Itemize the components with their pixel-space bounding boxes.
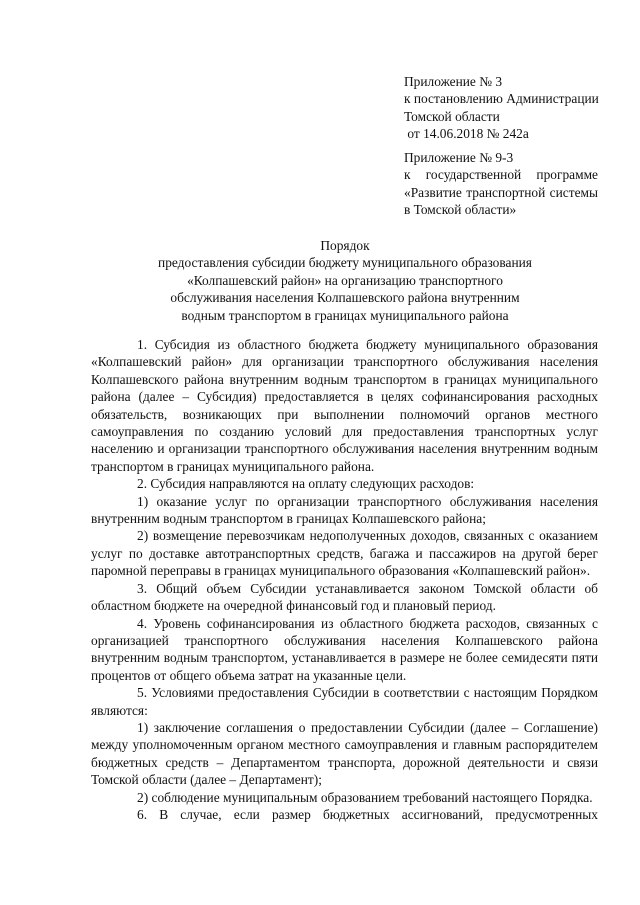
paragraph-3: 3. Общий объем Субсидии устанавливается законом Томской области об областном бюджете на очередной финансовый год и плановый период. [91, 580, 598, 614]
document-title [110, 237, 580, 324]
paragraph-4: 4. Уровень софинансирования из областного бюджета расходов, связанных с организацией транспортного обслуживания населения Колпашевского района внутренним водным транспортом, устанавливается в размере не более семидесяти пяти процентов от общего объема затрат на указанные цели. [91, 615, 598, 683]
title-line-4: водным транспортом в границах муниципального района [181, 307, 509, 323]
paragraph-5-item-1: 1) заключение соглашения о предоставлении Субсидии (далее – Соглашение) между уполномоченным органом местного самоуправления и главным распорядителем бюджетных средств – Департаментом транспорта, дорожной деятельности и связи Томской области (далее – Департамент); [91, 719, 598, 788]
paragraph-5-item-2: 2) соблюдение муниципальным образованием требований настоящего Порядка. [137, 789, 593, 805]
appendix-3-block [404, 73, 598, 143]
paragraph-5: 5. Условиями предоставления Субсидии в соответствии с настоящим Порядком являются: [91, 685, 598, 718]
appendix-9-3-block [404, 149, 598, 219]
title-heading: Порядок [320, 238, 370, 253]
document-body [91, 336, 598, 823]
appendix-3-region-line: Томской области [404, 108, 500, 124]
title-line-1: предоставления субсидии бюджету муниципального образования [158, 255, 532, 271]
paragraph-6: 6. В случае, если размер бюджетных ассигнований, предусмотренных [137, 806, 598, 822]
paragraph-2-item-2: 2) возмещение перевозчикам недополученных доходов, связанных с оказанием услуг по доставке автотранспортных средств, багажа и пассажиров на другой берег паромной переправы в границах муниципального образования «Колпашевский район». [91, 528, 598, 579]
appendix-9-3-region-line: в Томской области» [404, 202, 517, 218]
appendix-3-resolution-line: к постановлению Администрации [404, 91, 599, 107]
appendix-9-3-program-name-line: «Развитие транспортной системы [404, 184, 598, 200]
paragraph-2-item-1: 1) оказание услуг по организации транспортного обслуживания населения внутренним водным транспортом в границах Колпашевского района; [91, 493, 598, 527]
appendix-9-3-title: Приложение № 9-3 [404, 150, 514, 165]
appendix-3-title: Приложение № 3 [404, 74, 503, 89]
title-line-2: «Колпашевский район» на организацию транспортного [187, 272, 503, 288]
paragraph-1: 1. Субсидия из областного бюджета бюджету муниципального образования «Колпашевский район» для организации транспортного обслуживания населения Колпашевского района внутренним водным транспортом в границах муниципального района (далее – Субсидия) предоставляется в целях софинансирования расходных обязательств, возникающих при выполнении полномочий органов местного самоуправления по созданию условий для предоставления транспортных услуг населению и организации транспортного обслуживания населения внутренним водным транспортом в границах муниципального района. [91, 337, 598, 474]
appendix-3-date-line: от 14.06.2018 № 242а [404, 126, 529, 142]
title-line-3: обслуживания населения Колпашевского района внутренним [170, 290, 520, 306]
appendix-9-3-program-line: к государственной программе [404, 167, 598, 183]
paragraph-2: 2. Субсидия направляются на оплату следующих расходов: [137, 476, 475, 492]
